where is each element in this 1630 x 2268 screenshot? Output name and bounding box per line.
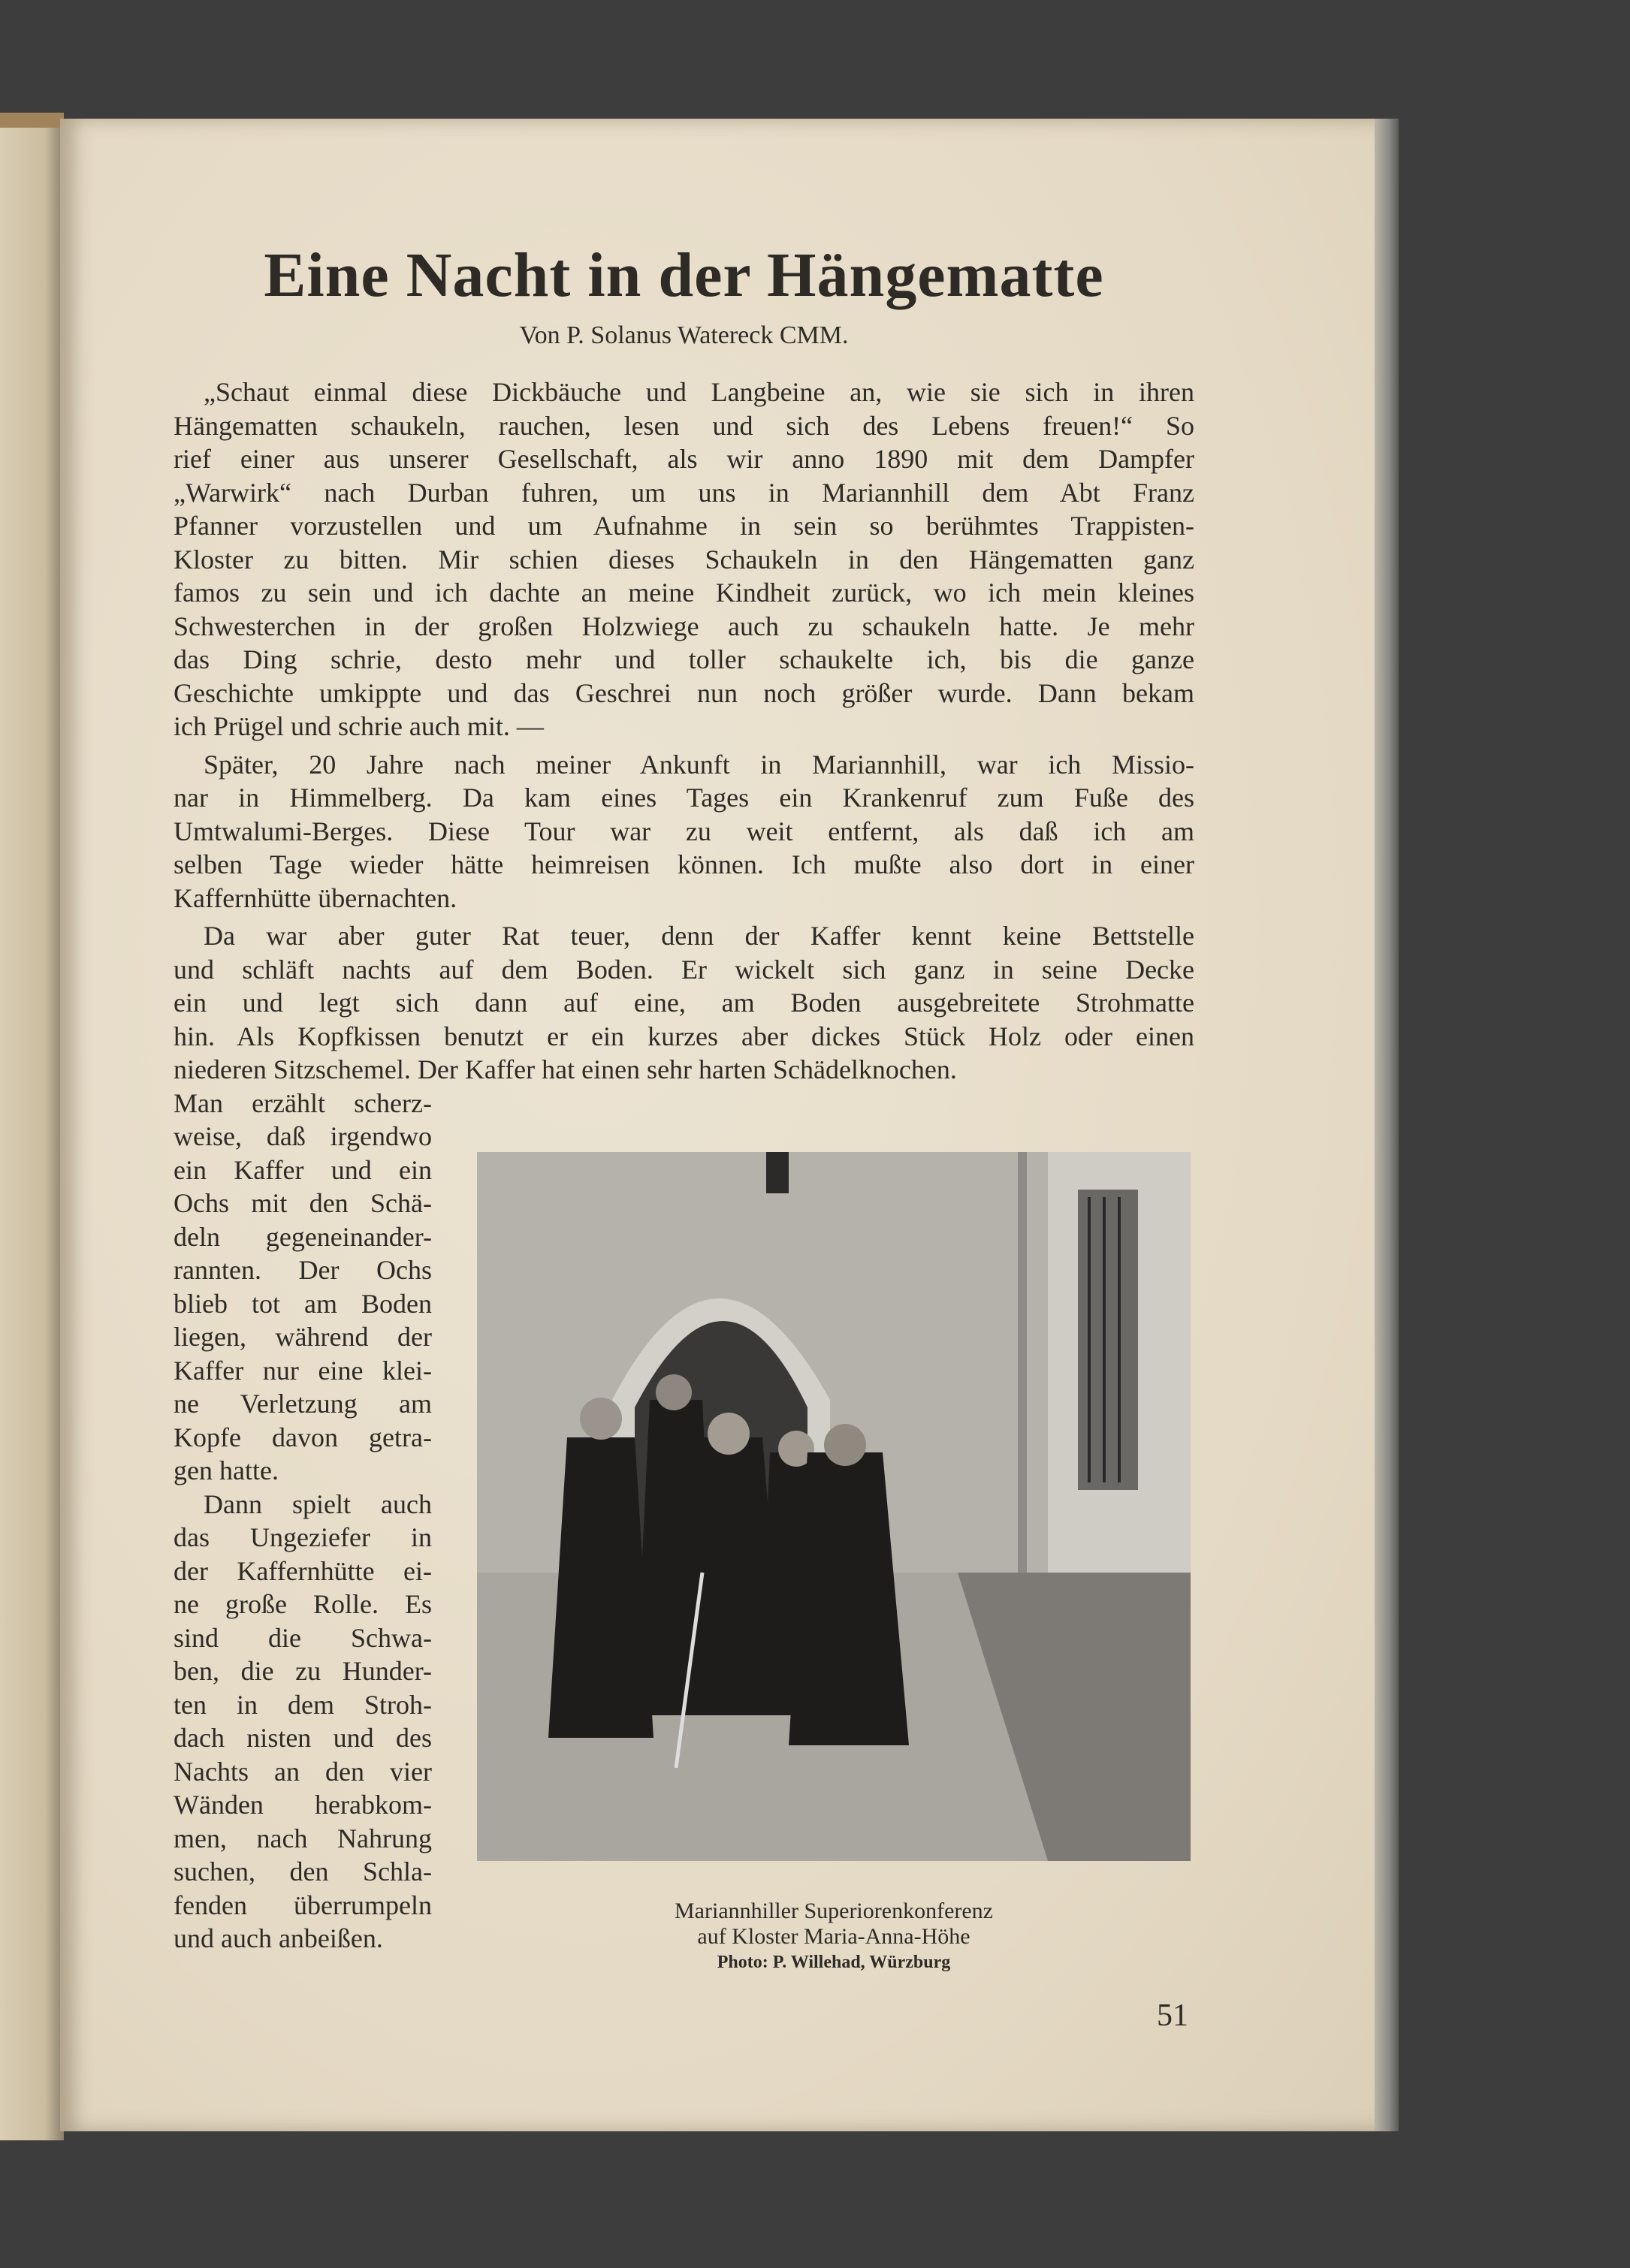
text-line: weise, daß irgendwo [174,1121,432,1151]
text-line: und schläft nachts auf dem Boden. Er wickelt sich ganz in seine Decke [174,954,1194,985]
page-stack-edge [1375,119,1399,2131]
left-page-edge [0,113,64,2140]
text-line: Ochs mit den Schä- [174,1188,432,1218]
text-line: ein und legt sich dann auf eine, am Boden ausgebreitete Strohmatte [174,988,1194,1018]
text-line: ten in dem Stroh- [174,1689,432,1720]
text-line: selben Tage wieder hätte heimreisen können. Ich mußte also dort in einer [174,849,1194,879]
text-line: Kaffer nur eine klei- [174,1355,432,1386]
text-line: ne Verletzung am [174,1389,432,1419]
text-line: liegen, während der [174,1322,432,1352]
text-line: Pfanner vorzustellen und um Aufnahme in sein so berühmtes Trappisten- [174,511,1194,541]
text-line: rief einer aus unserer Gesellschaft, als wir anno 1890 mit dem Dampfer [174,444,1194,474]
text-line: hin. Als Kopfkissen benutzt er ein kurzes aber dickes Stück Holz oder einen [174,1021,1194,1051]
text-line: nar in Himmelberg. Da kam eines Tages ein Krankenruf zum Fuße des [174,783,1194,813]
text-line: „Warwirk“ nach Durban fuhren, um uns in Mariannhill dem Abt Franz [174,477,1194,508]
text-line: fenden überrumpeln [174,1889,432,1920]
text-line: Kopfe davon getra- [174,1422,432,1452]
caption-line: Mariannhiller Superiorenkonferenz [675,1899,993,1923]
text-line: das Ungeziefer in [174,1522,432,1552]
text-line: Da war aber guter Rat teuer, denn der Kaffer kennt keine Bettstelle [204,921,1194,951]
text-line: der Kaffernhütte ei- [174,1555,432,1586]
article-byline: Von P. Solanus Watereck CMM. [519,321,849,349]
text-line: Schwesterchen in der großen Holzwiege auch zu schaukeln hatte. Je mehr [174,611,1194,641]
text-line: gen hatte. [174,1455,279,1485]
text-line: Hängematten schaukeln, rauchen, lesen und sich des Lebens freuen!“ So [174,410,1194,441]
text-line: Kloster zu bitten. Mir schien dieses Schaukeln in den Hängematten ganz [174,544,1194,575]
photo-caption [526,1899,1142,1950]
text-line: ne große Rolle. Es [174,1589,432,1619]
text-line: rannten. Der Ochs [174,1255,432,1285]
text-line: Umtwalumi-Berges. Diese Tour war zu weit entfernt, als daß ich am [174,816,1194,846]
text-line: ich Prügel und schrie auch mit. — [174,711,544,741]
text-line: sind die Schwa- [174,1622,432,1653]
text-line: „Schaut einmal diese Dickbäuche und Langbeine an, wie sie sich in ihren [204,377,1194,407]
text-line: famos zu sein und ich dachte an meine Kindheit zurück, wo ich mein kleines [174,578,1194,608]
text-line: Man erzählt scherz- [174,1087,432,1118]
photo-group-of-priests [477,1152,1191,1861]
book-cover-edge [0,113,64,128]
text-line: Dann spielt auch [204,1488,432,1519]
text-line: niederen Sitzschemel. Der Kaffer hat einen sehr harten Schädelknochen. [174,1054,957,1084]
text-line: und auch anbeißen. [174,1923,383,1953]
text-line: Geschichte umkippte und das Geschrei nun noch größer wurde. Dann bekam [174,677,1194,708]
text-line: Kaffernhütte übernachten. [174,882,457,913]
page-number: 51 [1157,1998,1188,2033]
text-line: das Ding schrie, desto mehr und toller schaukelte ich, bis die ganze [174,644,1194,674]
text-line: men, nach Nahrung [174,1823,432,1853]
photo-credit: Photo: P. Willehad, Würzburg [717,1953,951,1972]
text-line: Nachts an den vier [174,1756,432,1787]
text-line: ben, die zu Hunder- [174,1656,432,1686]
text-line: Wänden herabkom- [174,1790,432,1820]
caption-line: auf Kloster Maria-Anna-Höhe [697,1924,970,1949]
text-line: dach nisten und des [174,1723,432,1753]
text-line: suchen, den Schla- [174,1856,432,1886]
article-title: Eine Nacht in der Hängematte [264,240,1104,310]
text-line: blieb tot am Boden [174,1288,432,1319]
text-line: deln gegeneinander- [174,1221,432,1252]
text-line: ein Kaffer und ein [174,1154,432,1185]
text-line: Später, 20 Jahre nach meiner Ankunft in Mariannhill, war ich Missio- [204,749,1194,780]
